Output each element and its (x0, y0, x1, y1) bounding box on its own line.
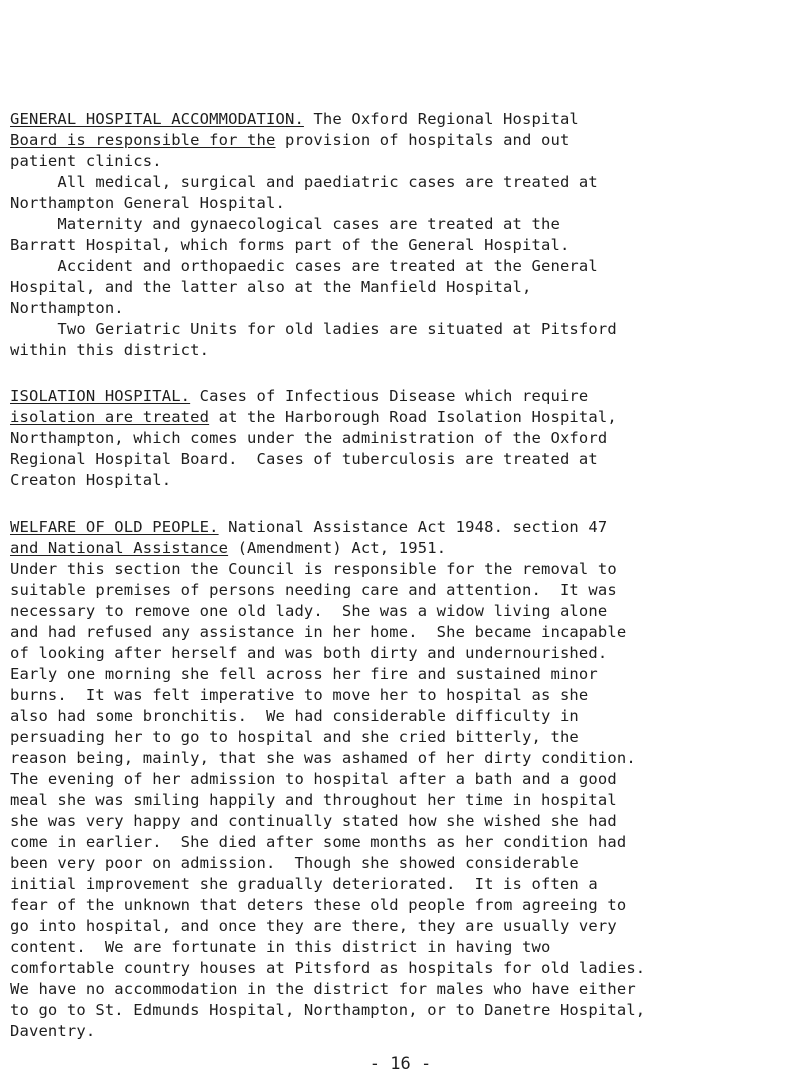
section-heading-line (10, 108, 800, 130)
text-line: Northampton General Hospital. (10, 194, 285, 212)
text-line: Creaton Hospital. (10, 471, 172, 489)
text-line: suitable premises of persons needing care and attention. It was (10, 581, 617, 599)
text-line: reason being, mainly, that she was ashamed of her dirty condition. (10, 749, 636, 767)
text-line: also had some bronchitis. We had considerable difficulty in (10, 707, 579, 725)
text-line: Early one morning she fell across her fire and sustained minor (10, 665, 598, 683)
text-line: persuading her to go to hospital and she cried bitterly, the (10, 728, 579, 746)
section-heading-line (10, 385, 800, 407)
text-line (10, 537, 800, 559)
text-run: The Oxford Regional Hospital (303, 110, 579, 128)
text-line (10, 129, 800, 151)
text-line: to go to St. Edmunds Hospital, Northampton, or to Danetre Hospital, (10, 1001, 646, 1019)
text-line: go into hospital, and once they are there, they are usually very (10, 917, 617, 935)
text-line: initial improvement she gradually deteriorated. It is often a (10, 875, 598, 893)
text-run: at the Harborough Road Isolation Hospital, (209, 408, 617, 426)
text-line: fear of the unknown that deters these old people from agreeing to (10, 896, 627, 914)
underlined-run: Board is responsible for the (10, 131, 276, 149)
text-run: Cases of Infectious Disease which require (190, 387, 589, 405)
section-heading: GENERAL HOSPITAL ACCOMMODATION. (10, 110, 304, 128)
text-line: Maternity and gynaecological cases are treated at the (10, 215, 560, 233)
text-line: The evening of her admission to hospital after a bath and a good (10, 770, 617, 788)
text-line: within this district. (10, 341, 210, 359)
text-line: burns. It was felt imperative to move her to hospital as she (10, 686, 589, 704)
text-line: Under this section the Council is responsible for the removal to (10, 560, 617, 578)
section-heading: WELFARE OF OLD PEOPLE. (10, 518, 219, 536)
underlined-run: and National Assistance (10, 539, 229, 557)
text-line: comfortable country houses at Pitsford as hospitals for old ladies. (10, 959, 646, 977)
text-line: Two Geriatric Units for old ladies are situated at Pitsford (10, 320, 617, 338)
text-line: Hospital, and the latter also at the Manfield Hospital, (10, 278, 532, 296)
text-run: provision of hospitals and out (275, 131, 570, 149)
text-line: All medical, surgical and paediatric cases are treated at (10, 173, 598, 191)
text-line: Daventry. (10, 1022, 96, 1040)
text-run: (Amendment) Act, 1951. (228, 539, 447, 557)
text-line: come in earlier. She died after some months as her condition had (10, 833, 627, 851)
section-heading: ISOLATION HOSPITAL. (10, 387, 191, 405)
text-line: Regional Hospital Board. Cases of tuberculosis are treated at (10, 450, 598, 468)
page-number: - 16 - (369, 1054, 432, 1074)
text-line: Northampton, which comes under the administration of the Oxford (10, 429, 608, 447)
text-line: and had refused any assistance in her home. She became incapable (10, 623, 627, 641)
text-line: We have no accommodation in the district for males who have either (10, 980, 636, 998)
text-line: Barratt Hospital, which forms part of the General Hospital. (10, 236, 570, 254)
text-line (10, 406, 800, 428)
text-line: been very poor on admission. Though she showed considerable (10, 854, 579, 872)
text-line: content. We are fortunate in this district in having two (10, 938, 551, 956)
text-line: of looking after herself and was both dirty and undernourished. (10, 644, 608, 662)
underlined-run: isolation are treated (10, 408, 210, 426)
text-line: Northampton. (10, 299, 124, 317)
text-run: National Assistance Act 1948. section 47 (218, 518, 608, 536)
text-line: Accident and orthopaedic cases are treated at the General (10, 257, 598, 275)
text-line: patient clinics. (10, 152, 162, 170)
section-heading-line (10, 516, 800, 538)
text-line: meal she was smiling happily and throughout her time in hospital (10, 791, 617, 809)
text-line: necessary to remove one old lady. She was a widow living alone (10, 602, 608, 620)
text-line: she was very happy and continually stated how she wished she had (10, 812, 617, 830)
